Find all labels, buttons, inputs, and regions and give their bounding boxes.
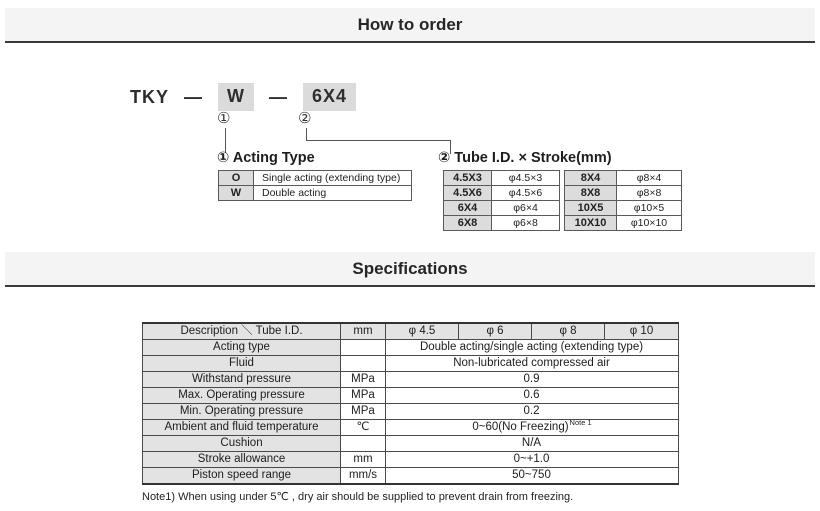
spec-label-cell: Cushion	[143, 436, 341, 452]
table-row	[219, 171, 412, 186]
acting-code-cell: W	[219, 186, 254, 201]
spec-unit-cell	[341, 340, 386, 356]
spec-header-unit: mm	[341, 323, 386, 340]
order-series-code: TKY	[130, 86, 169, 107]
spec-header-col: φ 4.5	[386, 323, 459, 340]
tube-value-cell: φ10×5	[617, 201, 682, 216]
specifications-title: Specifications	[352, 258, 468, 278]
spec-header-row	[143, 323, 679, 340]
tube-code-cell: 10X5	[565, 201, 617, 216]
spec-value-cell: 0.9	[386, 372, 679, 388]
tube-value-cell: φ4.5×3	[492, 171, 560, 186]
spec-label-cell: Stroke allowance	[143, 452, 341, 468]
tube-code-cell: 8X4	[565, 171, 617, 186]
spec-unit-cell	[341, 436, 386, 452]
specifications-header-bar	[5, 252, 815, 287]
tube-code-cell: 4.5X3	[444, 171, 492, 186]
spec-value-cell: 0.2	[386, 404, 679, 420]
how-to-order-header-bar	[5, 8, 815, 43]
spec-label-cell: Piston speed range	[143, 468, 341, 485]
table-row	[565, 186, 682, 201]
connector-line-tube-horizontal	[306, 140, 451, 141]
table-row	[565, 201, 682, 216]
order-dash-1: —	[184, 86, 203, 107]
spec-row	[143, 452, 679, 468]
spec-unit-cell: MPa	[341, 404, 386, 420]
tube-value-cell: φ8×8	[617, 186, 682, 201]
table-row	[565, 171, 682, 186]
spec-label-cell: Fluid	[143, 356, 341, 372]
table-row	[444, 186, 560, 201]
acting-code-cell: O	[219, 171, 254, 186]
spec-value-cell: Non-lubricated compressed air	[386, 356, 679, 372]
circled-1-marker: ①	[217, 110, 231, 127]
spec-value-cell: 0~60(No Freezing)$^{Note 1}$	[386, 420, 679, 436]
spec-row	[143, 404, 679, 420]
spec-value-cell: Double acting/single acting (extending type)	[386, 340, 679, 356]
tube-stroke-heading: ② Tube I.D. × Stroke(mm)	[438, 150, 612, 166]
tube-value-cell: φ6×4	[492, 201, 560, 216]
footnote: Note1) When using under 5℃ , dry air should be supplied to prevent drain from freezing.	[142, 491, 574, 503]
spec-unit-cell	[341, 356, 386, 372]
spec-label-cell: Ambient and fluid temperature	[143, 420, 341, 436]
spec-header-col: φ 10	[605, 323, 679, 340]
tube-value-cell: φ4.5×6	[492, 186, 560, 201]
spec-header-col: φ 8	[532, 323, 605, 340]
spec-header-label: Description ＼ Tube I.D.	[143, 323, 341, 340]
table-row	[444, 201, 560, 216]
spec-value-cell: 0~+1.0	[386, 452, 679, 468]
table-row	[219, 186, 412, 201]
spec-unit-cell: MPa	[341, 388, 386, 404]
spec-label-cell: Max. Operating pressure	[143, 388, 341, 404]
spec-row	[143, 468, 679, 485]
specifications-table	[142, 322, 679, 485]
tube-code-cell: 4.5X6	[444, 186, 492, 201]
spec-label-cell: Withstand pressure	[143, 372, 341, 388]
spec-row	[143, 420, 679, 436]
acting-type-heading: ① Acting Type	[217, 150, 315, 166]
acting-label-cell: Double acting	[254, 186, 412, 201]
spec-label-cell: Acting type	[143, 340, 341, 356]
tube-value-cell: φ10×10	[617, 216, 682, 231]
spec-row	[143, 372, 679, 388]
spec-row	[143, 436, 679, 452]
spec-row	[143, 340, 679, 356]
spec-label-cell: Min. Operating pressure	[143, 404, 341, 420]
order-dash-2: —	[269, 86, 288, 107]
tube-stroke-table-right	[564, 170, 682, 231]
spec-row	[143, 356, 679, 372]
acting-type-table	[218, 170, 412, 201]
table-row	[444, 216, 560, 231]
spec-unit-cell: ℃	[341, 420, 386, 436]
spec-header-col: φ 6	[459, 323, 532, 340]
tube-value-cell: φ6×8	[492, 216, 560, 231]
tube-code-cell: 10X10	[565, 216, 617, 231]
order-code-row	[130, 83, 356, 111]
acting-label-cell: Single acting (extending type)	[254, 171, 412, 186]
tube-code-cell: 6X4	[444, 201, 492, 216]
tube-stroke-table-left	[443, 170, 560, 231]
tube-code-cell: 8X8	[565, 186, 617, 201]
spec-row	[143, 388, 679, 404]
table-row	[565, 216, 682, 231]
order-acting-code-box: W	[218, 83, 254, 111]
order-size-code-box: 6X4	[303, 83, 356, 111]
how-to-order-title: How to order	[357, 14, 463, 34]
tube-code-cell: 6X8	[444, 216, 492, 231]
spec-value-cell: 0.6	[386, 388, 679, 404]
note-superscript: Note 1	[569, 419, 592, 428]
table-row	[444, 171, 560, 186]
spec-unit-cell: mm/s	[341, 468, 386, 485]
spec-unit-cell: mm	[341, 452, 386, 468]
spec-unit-cell: MPa	[341, 372, 386, 388]
circled-2-marker: ②	[298, 110, 312, 127]
tube-value-cell: φ8×4	[617, 171, 682, 186]
spec-value-cell: 50~750	[386, 468, 679, 485]
spec-value-cell: N/A	[386, 436, 679, 452]
